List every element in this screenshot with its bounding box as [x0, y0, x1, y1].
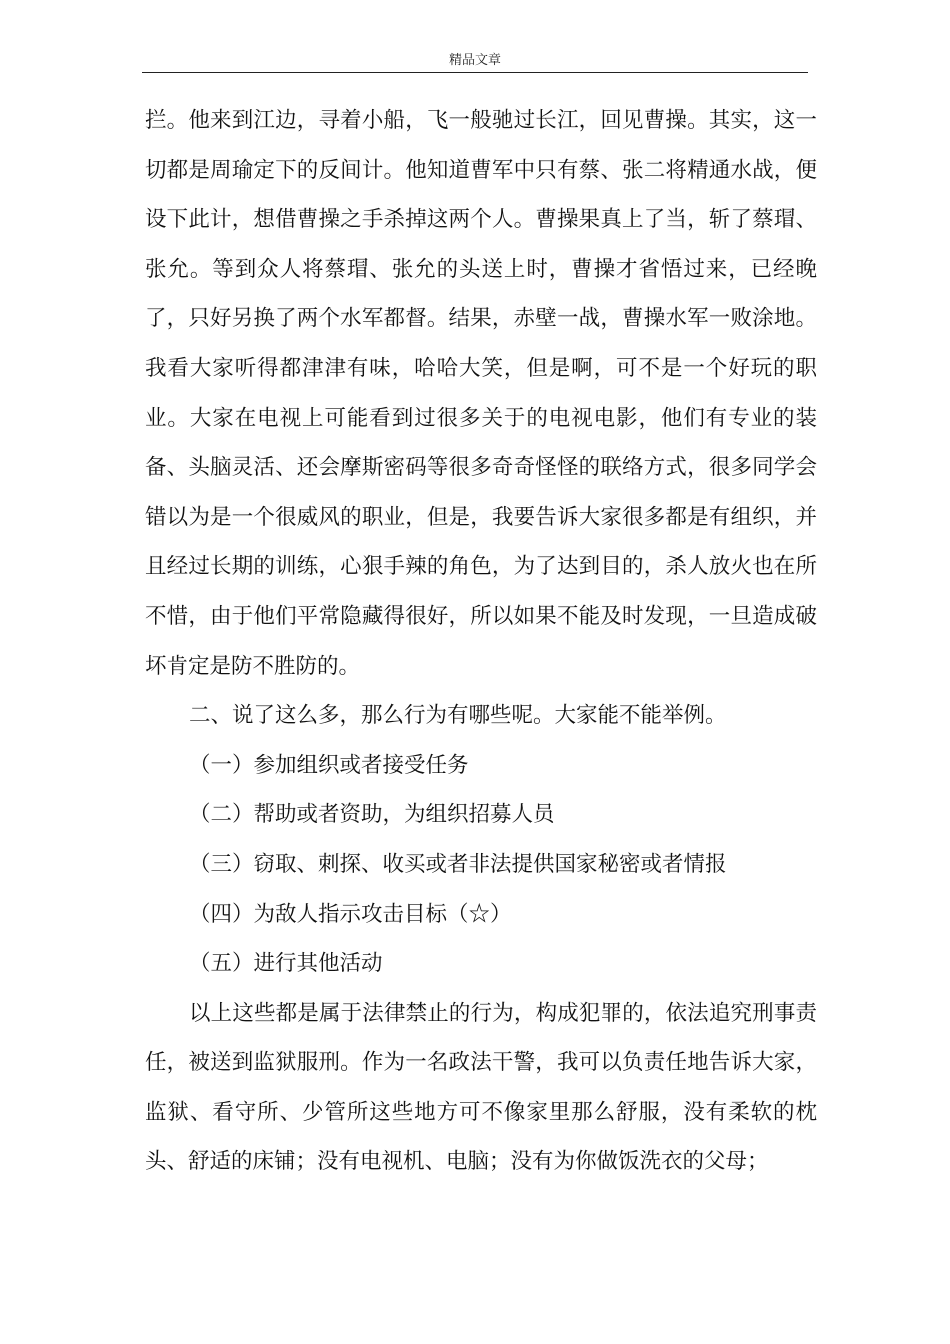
list-item-3: （三）窃取、刺探、收买或者非法提供国家秘密或者情报 [189, 851, 727, 877]
list-item-4: （四）为敌人指示攻击目标（☆） [189, 901, 512, 927]
list-item-2: （二）帮助或者资助，为组织招募人员 [189, 802, 555, 828]
paragraph-3: 以上这些都是属于法律禁止的行为，构成犯罪的，依法追究刑事责任，被送到监狱服刑。作为一名政法干警，我可以负责任地告诉大家，监狱、看守所、少管所这些地方可不像家里那么舒服，没有柔软的枕头、舒适的床铺；没有电视机、电脑；没有为你做饭洗衣的父母； [145, 1000, 817, 1175]
paragraph-2: 二、说了这么多，那么行为有哪些呢。大家能不能举例。 [189, 703, 727, 729]
document-body [145, 96, 817, 1187]
header-divider [142, 72, 808, 73]
paragraph-1: 拦。他来到江边，寻着小船，飞一般驰过长江，回见曹操。其实，这一切都是周瑜定下的反间计。他知道曹军中只有蔡、张二将精通水战，便设下此计，想借曹操之手杀掉这两个人。曹操果真上了当，斩了蔡瑁、张允。等到众人将蔡瑁、张允的头送上时，曹操才省悟过来，已经晚了，只好另换了两个水军都督。结果，赤壁一战，曹操水军一败涂地。我看大家听得都津津有味，哈哈大笑，但是啊，可不是一个好玩的职业。大家在电视上可能看到过很多关于的电视电影，他们有专业的装备、头脑灵活、还会摩斯密码等很多奇奇怪怪的联络方式，很多同学会错以为是一个很威风的职业，但是，我要告诉大家很多都是有组织，并且经过长期的训练，心狠手辣的角色，为了达到目的，杀人放火也在所不惜，由于他们平常隐藏得很好，所以如果不能及时发现，一旦造成破坏肯定是防不胜防的。 [145, 108, 817, 679]
list-item-5: （五）进行其他活动 [189, 951, 383, 977]
page-header: 精品文章 [448, 53, 501, 68]
list-item-1: （一）参加组织或者接受任务 [189, 752, 469, 778]
